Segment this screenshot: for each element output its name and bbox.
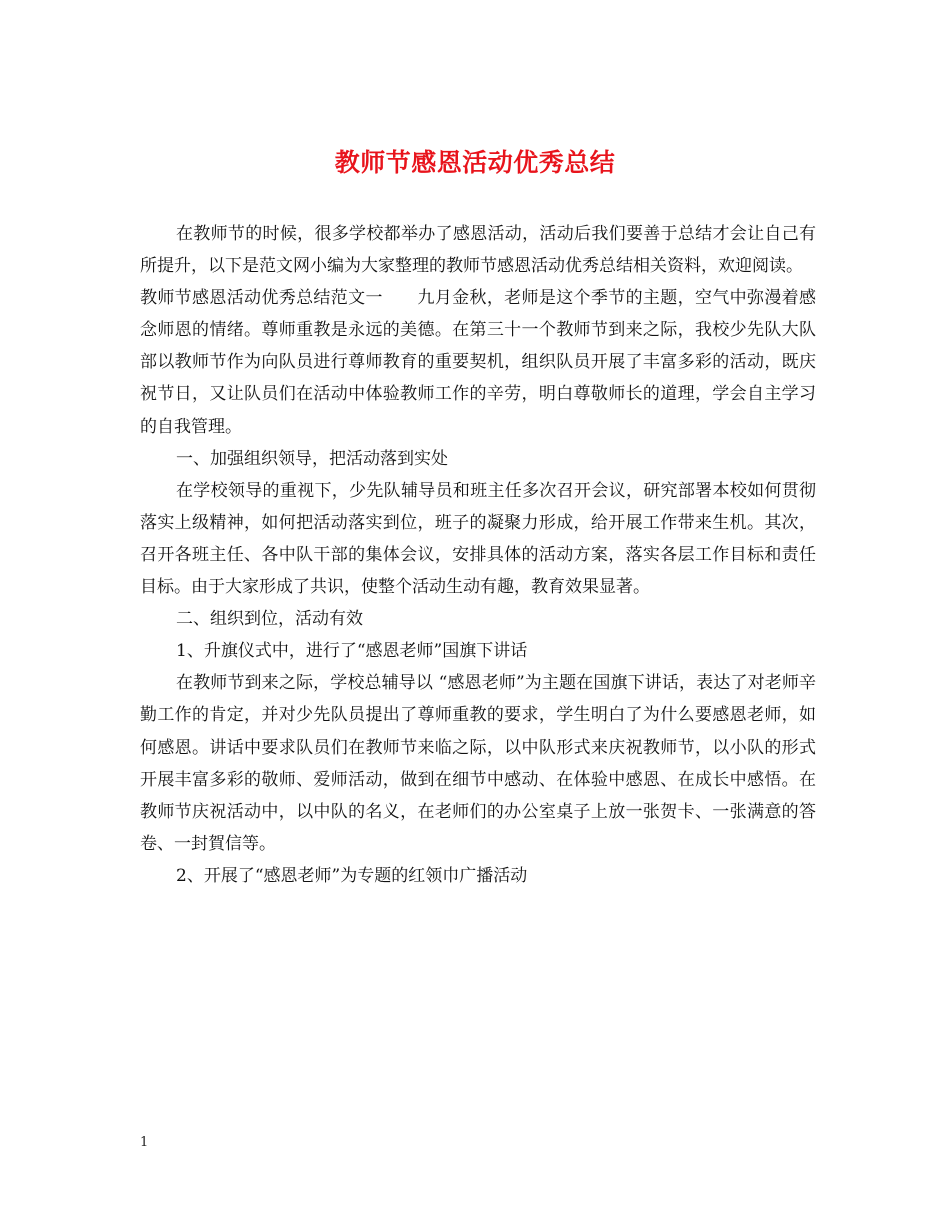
page-number: 1 [140,1135,149,1150]
section-heading-1: 一、加强组织领导，把活动落到实处 [176,448,448,469]
sample-one-paragraph: 教师节感恩活动优秀总结范文一 九月金秋，老师是这个季节的主题，空气中弥漫着感念师恩的情绪。尊师重教是永远的美德。在第三十一个教师节到来之际，我校少先队大队部以教师节作为向队员进行尊师教育的重要契机，组织队员开展了丰富多彩的活动，既庆祝节日，又让队员们在活动中体验教师工作的辛劳，明白尊敬师长的道理，学会自主学习的自我管理。 [140,288,816,437]
document-body [140,218,816,892]
subsection-heading-1: 1、升旗仪式中，进行了“感恩老师”国旗下讲话 [176,641,528,662]
intro-paragraph: 在教师节的时候，很多学校都举办了感恩活动，活动后我们要善于总结才会让自己有所提升，以下是范文网小编为大家整理的教师节感恩活动优秀总结相关资料，欢迎阅读。 [140,224,816,277]
section-1-paragraph: 在学校领导的重视下，少先队辅导员和班主任多次召开会议，研究部署本校如何贯彻落实上级精神，如何把活动落实到位，班子的凝聚力形成，给开展工作带来生机。其次，召开各班主任、各中队干部的集体会议，安排具体的活动方案，落实各层工作目标和责任目标。由于大家形成了共识，使整个活动生动有趣，教育效果显著。 [140,480,816,598]
document-title: 教师节感恩活动优秀总结 [334,148,616,177]
subsection-1-paragraph: 在教师节到来之际，学校总辅导以 “感恩老师”为主题在国旗下讲话，表达了对老师辛勤工作的肯定，并对少先队员提出了尊师重教的要求，学生明白了为什么要感恩老师，如何感恩。讲话中要求队员们在教师节来临之际，以中队形式来庆祝教师节，以小队的形式开展丰富多彩的敬师、爱师活动，做到在细节中感动、在体验中感恩、在成长中感悟。在教师节庆祝活动中，以中队的名义，在老师们的办公室桌子上放一张贺卡、一张满意的答卷、一封賀信等。 [140,673,816,854]
subsection-heading-2: 2、开展了“感恩老师”为专题的红领巾广播活动 [176,865,528,886]
section-heading-2: 二、组织到位，活动有效 [176,609,363,630]
